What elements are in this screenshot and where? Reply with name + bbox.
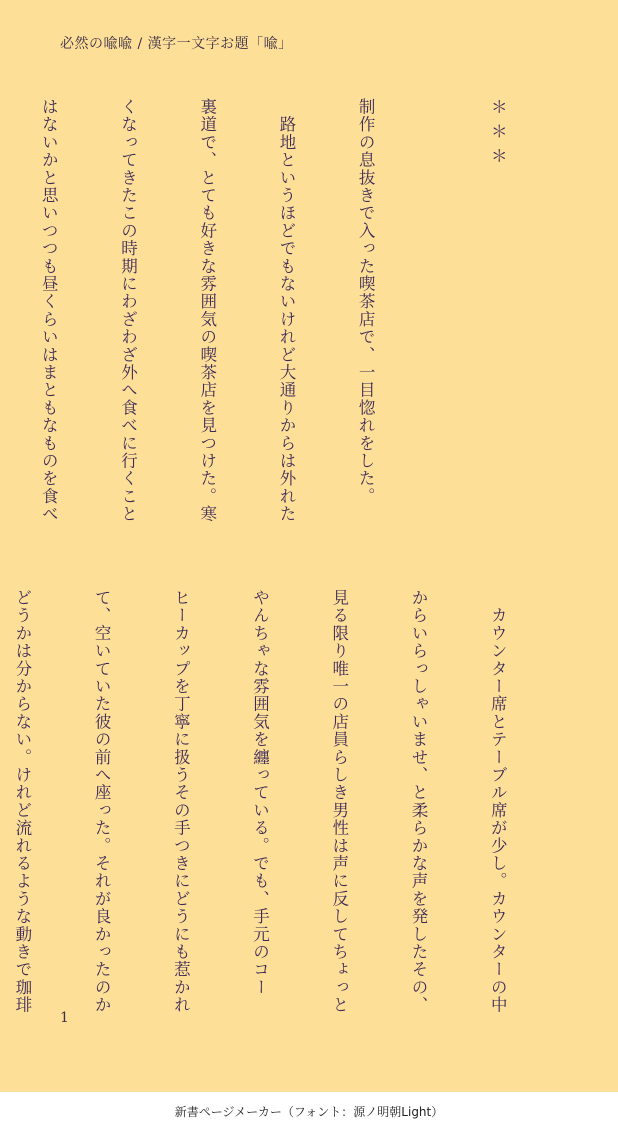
text-line: からいらっしゃいませ、と柔らかな声を発したその、 — [408, 589, 428, 1014]
text-line: やんちゃな雰囲気を纏っている。でも、手元のコー — [250, 589, 270, 997]
text-line: ヒーカップを丁寧に扱うその手つきにどうにも惹かれ — [171, 589, 191, 1014]
text-line: どうかは分からない。けれど流れるような動きで珈琲 — [12, 589, 32, 1014]
text-line: て、空いていた彼の前へ座った。それが良かったのか — [92, 589, 112, 1014]
footer-credit: 新書ページメーカー（フォント：源ノ明朝Light） — [174, 1105, 444, 1119]
page-header-title: 必然の喩喩 / 漢字一文字お題「喩」 — [60, 36, 293, 52]
text-line: 路地というほどでもないけれど大通りからは外れた — [276, 98, 296, 523]
section-break-stars: ＊＊＊ — [488, 98, 508, 172]
vertical-text-block-top — [39, 98, 563, 523]
vertical-text-block-bottom — [12, 589, 563, 1014]
text-line: カウンター席とテーブル席が少し。カウンターの中 — [488, 589, 508, 1014]
text-line: 制作の息抜きで入った喫茶店で、一目惚れをした。 — [356, 98, 376, 506]
text-line: 見る限り唯一の店員らしき男性は声に反してちょっと — [329, 589, 349, 1014]
page-number: 1 — [60, 1010, 69, 1026]
text-line: 裏道で、とても好きな雰囲気の喫茶店を見つけた。寒 — [197, 98, 217, 523]
text-line: くなってきたこの時期にわざわざ外へ食べに行くこと — [118, 98, 138, 523]
text-line: はないかと思いつつも昼くらいはまともなものを食べ — [39, 98, 59, 523]
